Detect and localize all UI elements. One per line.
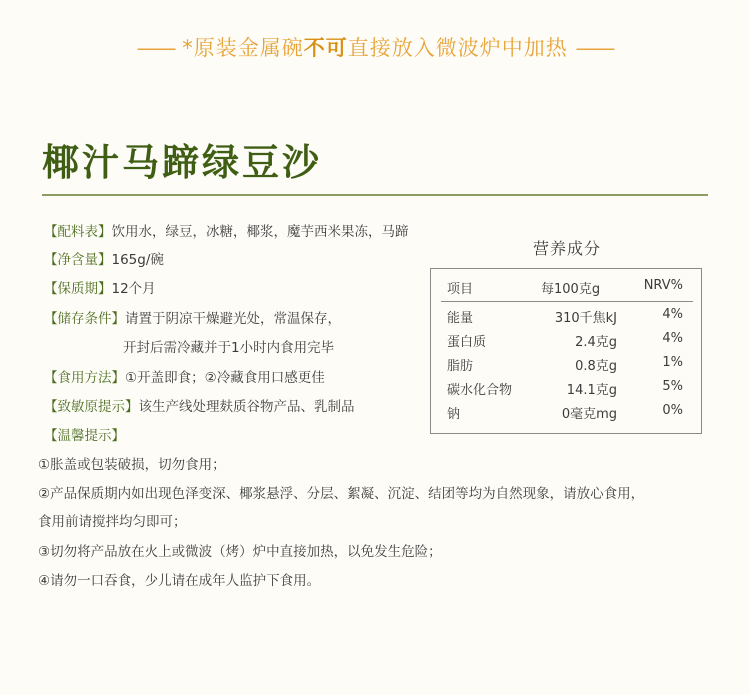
info-label: 【致敏原提示】 [44,399,139,415]
info-label: 【温馨提示】 [44,428,125,444]
nutrition-header-divider [441,301,693,302]
nutrition-row-value: 0毫克mg [561,407,617,422]
info-value: 165g/碗 [111,252,164,268]
info-usage [44,366,325,386]
nutrition-row-value: 14.1克g [566,383,617,398]
nutrition-row-name: 碳水化合物 [447,383,513,398]
info-label: 【储存条件】 [44,311,125,327]
info-storage [44,307,341,327]
tip-item: ④请勿一口吞食，少儿请在成年人监护下食用。 [38,573,321,589]
nutrition-row-value: 2.4克g [575,335,617,350]
product-title: 椰汁马蹄绿豆沙 [42,141,322,184]
info-label: 【保质期】 [44,281,112,297]
notice-emphasis: 不可 [303,36,348,60]
nutrition-row-nrv: 1% [662,355,683,370]
info-label: 【食用方法】 [44,370,125,386]
nutrition-row-nrv: 0% [662,403,683,418]
nutrition-table [430,268,702,434]
nutrition-header-item: 项目 [447,282,474,297]
title-divider [42,194,708,196]
nutrition-row-value: 310千焦kJ [554,311,617,326]
nutrition-title: 营养成分 [532,239,601,258]
info-value: 12个月 [111,281,156,297]
nutrition-row-name: 脂肪 [447,359,474,374]
info-net-content [44,248,164,268]
info-tips-heading [44,424,125,444]
notice-dash-left: —— [136,36,175,60]
tip-item: ③切勿将产品放在火上或微波（烤）炉中直接加热，以免发生危险； [38,544,442,560]
nutrition-row-name: 能量 [447,311,474,326]
info-storage-continued [123,336,334,356]
nutrition-header-per100g: 每100克g [541,282,601,297]
info-value: 该生产线处理麸质谷物产品、乳制品 [138,399,355,415]
nutrition-row-nrv: 5% [662,379,683,394]
info-value: 请置于阴凉干燥避光处，常温保存， [125,311,341,327]
info-value: 开封后需冷藏并于1小时内食用完毕 [123,340,335,356]
notice-suffix: 直接放入微波炉中加热 [347,36,576,60]
notice-prefix: *原装金属碗 [174,36,304,60]
nutrition-row-nrv: 4% [662,307,683,322]
nutrition-row-nrv: 4% [662,331,683,346]
info-value: ①开盖即食；②冷藏食用口感更佳 [125,370,325,386]
nutrition-row-value: 0.8克g [575,359,617,374]
info-allergen [44,395,355,415]
heating-notice [0,32,750,62]
info-shelf-life [44,277,156,297]
info-label: 【配料表】 [44,224,112,240]
nutrition-row-name: 蛋白质 [447,335,487,350]
nutrition-header-row [431,269,701,301]
info-value: 饮用水，绿豆，冰糖，椰浆，魔芋西米果冻，马蹄 [111,224,409,240]
notice-dash-right: —— [575,36,614,60]
nutrition-row-name: 钠 [447,407,461,422]
info-ingredients [44,220,409,240]
nutrition-header-nrv: NRV% [643,278,683,293]
tip-item: ②产品保质期内如出现色泽变深、椰浆悬浮、分层、絮凝、沉淀、结团等均为自然现象，请放心食用， [38,486,645,502]
tip-item: ①胀盖或包装破损，切勿食用； [38,457,226,473]
info-label: 【净含量】 [44,252,112,268]
tip-item: 食用前请搅拌均匀即可； [38,514,187,530]
